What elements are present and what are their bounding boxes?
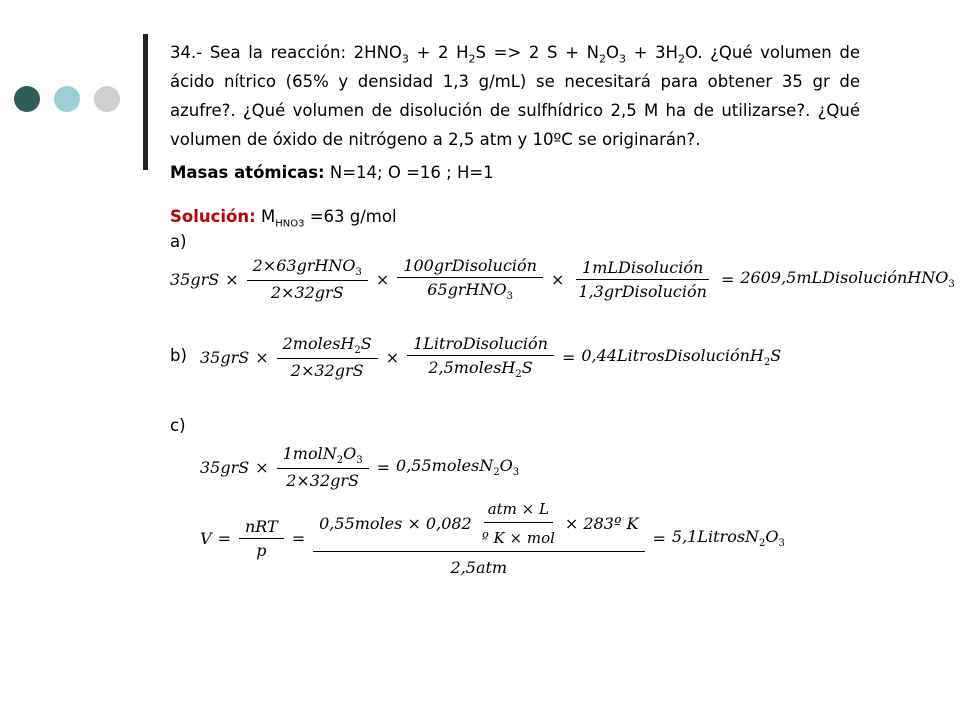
atomic-masses-values: N=14; O =16 ; H=1 bbox=[324, 163, 494, 182]
part-a-label: a) bbox=[170, 232, 187, 251]
vertical-rule bbox=[143, 34, 148, 170]
solution-label: Solución: bbox=[170, 207, 256, 226]
equation-c2: V = $\frac{\text{nRT}}{p}$ = 0,55moles × 0,082 $\frac{\text{atm × L}}{\text{º K × mol}}$ × 283º K 2,5atm = $5,1LitrosN_2O_3$ bbox=[200, 500, 785, 577]
part-c-label: c) bbox=[170, 416, 186, 435]
dot-gray bbox=[94, 86, 120, 112]
problem-statement: 34.- Sea la reacción: $2HNO_3 + 2$ $H_2S => 2$ $S + N_2O_3 + 3H_2O$. ¿Qué volumen de ácido nítrico (65% y densidad 1,3 g/mL) se necesitará para obtener 35 gr de azufre?. ¿Qué volumen de disolución de sulfhídrico 2,5 M ha de utilizarse?. ¿Qué volumen de óxido de nitrógeno a 2,5 atm y 10ºC se originarán?. bbox=[170, 43, 860, 149]
part-b-label: b) bbox=[170, 346, 187, 365]
solution-header: Solución: $M_{HNO3} =63$ g/mol bbox=[170, 207, 397, 230]
dot-light-blue bbox=[54, 86, 80, 112]
atomic-masses-label: Masas atómicas: bbox=[170, 163, 325, 182]
equation-c1: 35grS × $\frac{1molN_2O_3}{\text{2×32grS}}$ = $0,55molesN_2O_3$ bbox=[200, 444, 520, 491]
atomic-masses bbox=[170, 158, 494, 187]
equation-a: 35grS × $\frac{2\times 63grHNO_3}{\text{2×32grS}}$ × $\frac{\text{100grDisolución}}{65grHNO_3}$ × $\frac{\text{1mLDisolución}}{\text{1,3grDisolución}}$ = 2609,5mLDisoluciónHNO$_3$ bbox=[170, 256, 955, 303]
equation-b: 35grS × $\frac{2molesH_2S}{\text{2×32grS}}$ × $\frac{\text{1LitroDisolución}}{2,5molesH_2S}$ = 0,44LitrosDisoluciónH$_2$S bbox=[200, 334, 782, 381]
decor-dots bbox=[14, 86, 120, 112]
dot-dark bbox=[14, 86, 40, 112]
